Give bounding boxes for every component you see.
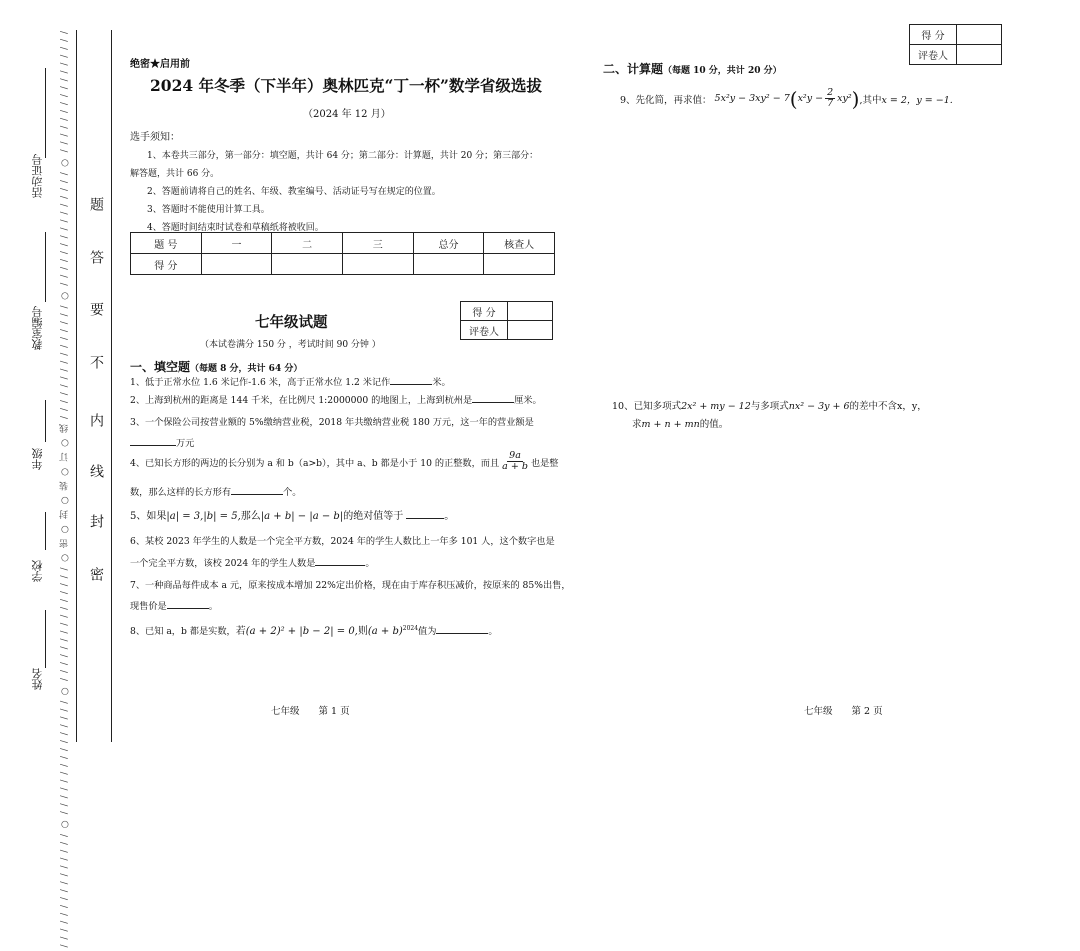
binding-rule-right	[111, 30, 112, 742]
section2-grader-cell[interactable]	[957, 45, 1002, 65]
q8-answer-blank[interactable]	[436, 623, 488, 634]
q7b-text: 现售价是	[130, 601, 167, 612]
q1-answer-blank[interactable]	[390, 374, 432, 385]
q5-text: 5、如果	[130, 511, 167, 522]
seal-warning	[86, 0, 104, 764]
q5-expr2: |a + b| − |a − b|	[260, 511, 344, 522]
section1-heading	[130, 356, 302, 375]
score-cell-1[interactable]	[201, 254, 272, 275]
grade-label: 年级	[31, 448, 44, 470]
grade-title: 七年级试题	[255, 314, 328, 331]
q4b-text: 数，那么这样的长方形有	[130, 487, 232, 498]
seal-char-6: 要	[88, 302, 104, 316]
q5-mid: 那么	[240, 511, 261, 522]
score-th-total: 总分	[413, 233, 484, 254]
score-th-3: 三	[342, 233, 413, 254]
binding-rule-left	[76, 30, 77, 742]
section1-title: 一、填空题	[130, 360, 191, 374]
question-1	[130, 374, 451, 388]
seal-char-8: 题	[88, 197, 104, 211]
question-3-line2	[130, 435, 194, 449]
score-table-score-row	[131, 254, 555, 275]
q9-values: x = 2，y = −1.	[881, 94, 953, 106]
exam-title: 2024 年冬季（下半年）奥林匹克“丁一杯”数学省级选拔	[150, 76, 542, 95]
q9-inner-a: x²y −	[797, 93, 824, 105]
score-th-1: 一	[201, 233, 272, 254]
section2-score-label: 得 分	[910, 25, 957, 45]
question-5	[130, 507, 454, 522]
question-4-line2	[130, 484, 301, 498]
question-6-line2	[130, 555, 375, 569]
q9-expr-a: 5x²y − 3xy² − 7	[714, 93, 790, 105]
activity-cert-label: 活动证号	[31, 154, 44, 198]
notice-1: 1、本卷共三部分，第一部分：填空题，共计 64 分；第二部分：计算题，共计 20 分；第三部分：	[147, 151, 539, 161]
question-8	[130, 622, 498, 637]
q9-tail: ,其中	[859, 94, 882, 106]
section1-score-box	[460, 301, 553, 340]
q9-paren-close: )	[851, 86, 860, 111]
section2-score-cell[interactable]	[957, 25, 1002, 45]
grade-subtitle: （本试卷满分 150 分 ，考试时间 90 分钟 ）	[200, 340, 381, 350]
score-row-label: 得 分	[131, 254, 202, 275]
page2-footer: 七年级 第 2 页	[804, 706, 883, 717]
q10b-text: 求	[632, 419, 642, 430]
q6-text: 6、某校 2023 年学生的人数是一个完全平方数，2024 年的学生人数比上一年多 101 人，这个数字也是	[130, 536, 555, 547]
classroom-no-label: 教室编号	[31, 306, 44, 350]
seal-char-5: 不	[88, 355, 104, 369]
question-7	[130, 577, 571, 591]
q8-then: 则	[357, 626, 368, 637]
section2-grader-label: 评卷人	[910, 45, 957, 65]
page1-footer: 七年级 第 1 页	[271, 706, 350, 717]
q4-answer-blank[interactable]	[231, 484, 283, 495]
q8-expr: (a + 2)² + |b − 2| = 0,	[245, 626, 358, 637]
q8-expr2: (a + b)	[367, 626, 403, 637]
q10b-end: 的值。	[699, 419, 729, 430]
question-3	[130, 414, 534, 428]
q2-end: 厘米。	[514, 395, 542, 406]
notice-heading: 选手须知：	[130, 132, 180, 143]
q5-answer-blank[interactable]	[406, 508, 444, 519]
section2-score-box	[909, 24, 1002, 65]
q7-end: 。	[208, 601, 218, 612]
q10-mid: 与多项式	[750, 401, 789, 412]
q5-end: 的绝对值等于	[343, 511, 404, 522]
q7-text: 7、一种商品每件成本 a 元，原来按成本增加 22%定出价格，现在由于库存积压减价，按原来的 85%出售，	[130, 580, 571, 591]
score-cell-2[interactable]	[272, 254, 343, 275]
q4-text-end: 也是整	[530, 457, 559, 469]
score-summary-table	[130, 232, 555, 275]
notice-4: 4、答题时间结束时试卷和草稿纸将被收回。	[147, 223, 324, 233]
score-th-number: 题 号	[131, 233, 202, 254]
seal-char-4: 内	[88, 413, 104, 427]
q9-fraction	[825, 88, 835, 110]
exam-date: （2024 年 12 月）	[303, 109, 391, 120]
q10-end: 的差中不含x，y，	[849, 401, 927, 412]
q3-text: 3、一个保险公司按营业额的 5%缴纳营业税，2018 年共缴纳营业税 180 万元，这一年的营业额是	[130, 417, 534, 428]
q4-text: 4、已知长方形的两边的长分别为 a 和 b（a>b），其中 a、b 都是小于 10 的正整数，而且	[130, 457, 500, 469]
activity-cert-underline	[45, 68, 46, 158]
q10-expr2: nx² − 3y + 6	[788, 401, 850, 412]
q10-expr: 2x² + my − 12	[681, 401, 751, 412]
q8-tail: 。	[488, 626, 498, 637]
section2-title: 二、计算题	[603, 62, 664, 76]
q8-exponent: 2024	[402, 624, 419, 632]
question-7-line2	[130, 598, 218, 612]
q4-fraction	[502, 451, 528, 473]
q3-answer-blank[interactable]	[130, 435, 176, 446]
school-underline	[45, 512, 46, 550]
q1-text: 1、低于正常水位 1.6 米记作-1.6 米，高于正常水位 1.2 米记作	[130, 377, 391, 388]
q5-tail: 。	[444, 511, 455, 522]
q9-frac-den: 7	[827, 98, 834, 110]
q2-text: 2、上海到杭州的距离是 144 千米，在比例尺 1:2000000 的地图上，上海到杭州是	[130, 395, 473, 406]
q4-frac-den: a + b	[502, 461, 528, 473]
score-cell-checker[interactable]	[484, 254, 555, 275]
name-field[interactable]	[30, 610, 44, 690]
q7-answer-blank[interactable]	[167, 598, 209, 609]
q6-end: 。	[365, 558, 375, 569]
q9-frac-num: 2	[827, 87, 834, 98]
notice-3: 3、答题时不能使用计算工具。	[147, 205, 270, 215]
q8-text: 8、已知 a，b 都是实数，	[130, 626, 236, 637]
section2-heading	[603, 58, 782, 77]
seal-char-3: 线	[88, 464, 104, 478]
activity-cert-field[interactable]	[30, 68, 44, 198]
q8-if: 若	[235, 626, 246, 637]
q8-end: 值为	[418, 626, 437, 637]
question-4	[130, 451, 558, 473]
notice-2: 2、答题前请将自己的姓名、年级、教室编号、活动证号写在规定的位置。	[147, 187, 441, 197]
q9-text: 9、先化简，再求值：	[620, 94, 712, 106]
secret-label: 绝密★启用前	[130, 59, 190, 70]
question-10	[612, 398, 927, 412]
section1-grader-label: 评卷人	[461, 321, 508, 340]
q9-paren-open: (	[789, 86, 798, 111]
score-th-checker: 核查人	[484, 233, 555, 254]
binding-dash-line: / / / / / / / / / / / / / / / ○ / / / / / / / / / / / / / / / ○ / / / / / / / / / / / / / / / ○ 密 ○ 封 ○ 装 ○ 订 ○ 线 / / / / / / / / / / / / / / / ○ / / / / / / / / / / / / / / / ○ / / / / / / / / / / / / / / / /	[60, 30, 70, 948]
section1-score-label: 得 分	[461, 302, 508, 321]
notice-1b: 解答题，共计 66 分。	[130, 169, 220, 179]
q6-answer-blank[interactable]	[315, 555, 365, 566]
q2-answer-blank[interactable]	[472, 392, 514, 403]
grade-field[interactable]	[30, 400, 44, 470]
question-2	[130, 392, 542, 406]
score-table-header-row	[131, 233, 555, 254]
section1-grader-cell[interactable]	[508, 321, 553, 340]
q10-expr3: m + n + mn	[641, 419, 700, 430]
score-cell-3[interactable]	[342, 254, 413, 275]
seal-char-2: 封	[88, 514, 104, 528]
q4-frac-num: 9a	[509, 450, 521, 461]
question-6	[130, 533, 555, 547]
name-label: 姓名	[31, 668, 44, 690]
classroom-no-field[interactable]	[30, 230, 44, 350]
question-9	[620, 88, 953, 110]
name-underline	[45, 610, 46, 668]
school-field[interactable]	[30, 512, 44, 582]
school-label: 学校	[31, 560, 44, 582]
question-10-line2	[632, 416, 728, 430]
q5-expr1: |a| = 3,|b| = 5,	[166, 511, 241, 522]
score-th-2: 二	[272, 233, 343, 254]
section1-note: （每题 8 分，共计 64 分）	[190, 364, 303, 374]
q3-end: 万元	[176, 438, 195, 449]
seal-char-7: 答	[88, 250, 104, 264]
q6b-text: 一个完全平方数，该校 2024 年的学生人数是	[130, 558, 316, 569]
classroom-no-underline	[45, 232, 46, 302]
q10-text: 10、已知多项式	[612, 401, 682, 412]
q1-end: 米。	[432, 377, 451, 388]
section1-score-cell[interactable]	[508, 302, 553, 321]
section2-note: （每题 10 分，共计 20 分）	[663, 66, 782, 76]
q9-inner-b: xy²	[837, 93, 852, 105]
grade-underline	[45, 400, 46, 442]
seal-char-1: 密	[88, 567, 104, 581]
q4b-end: 个。	[283, 487, 302, 498]
score-cell-total[interactable]	[413, 254, 484, 275]
